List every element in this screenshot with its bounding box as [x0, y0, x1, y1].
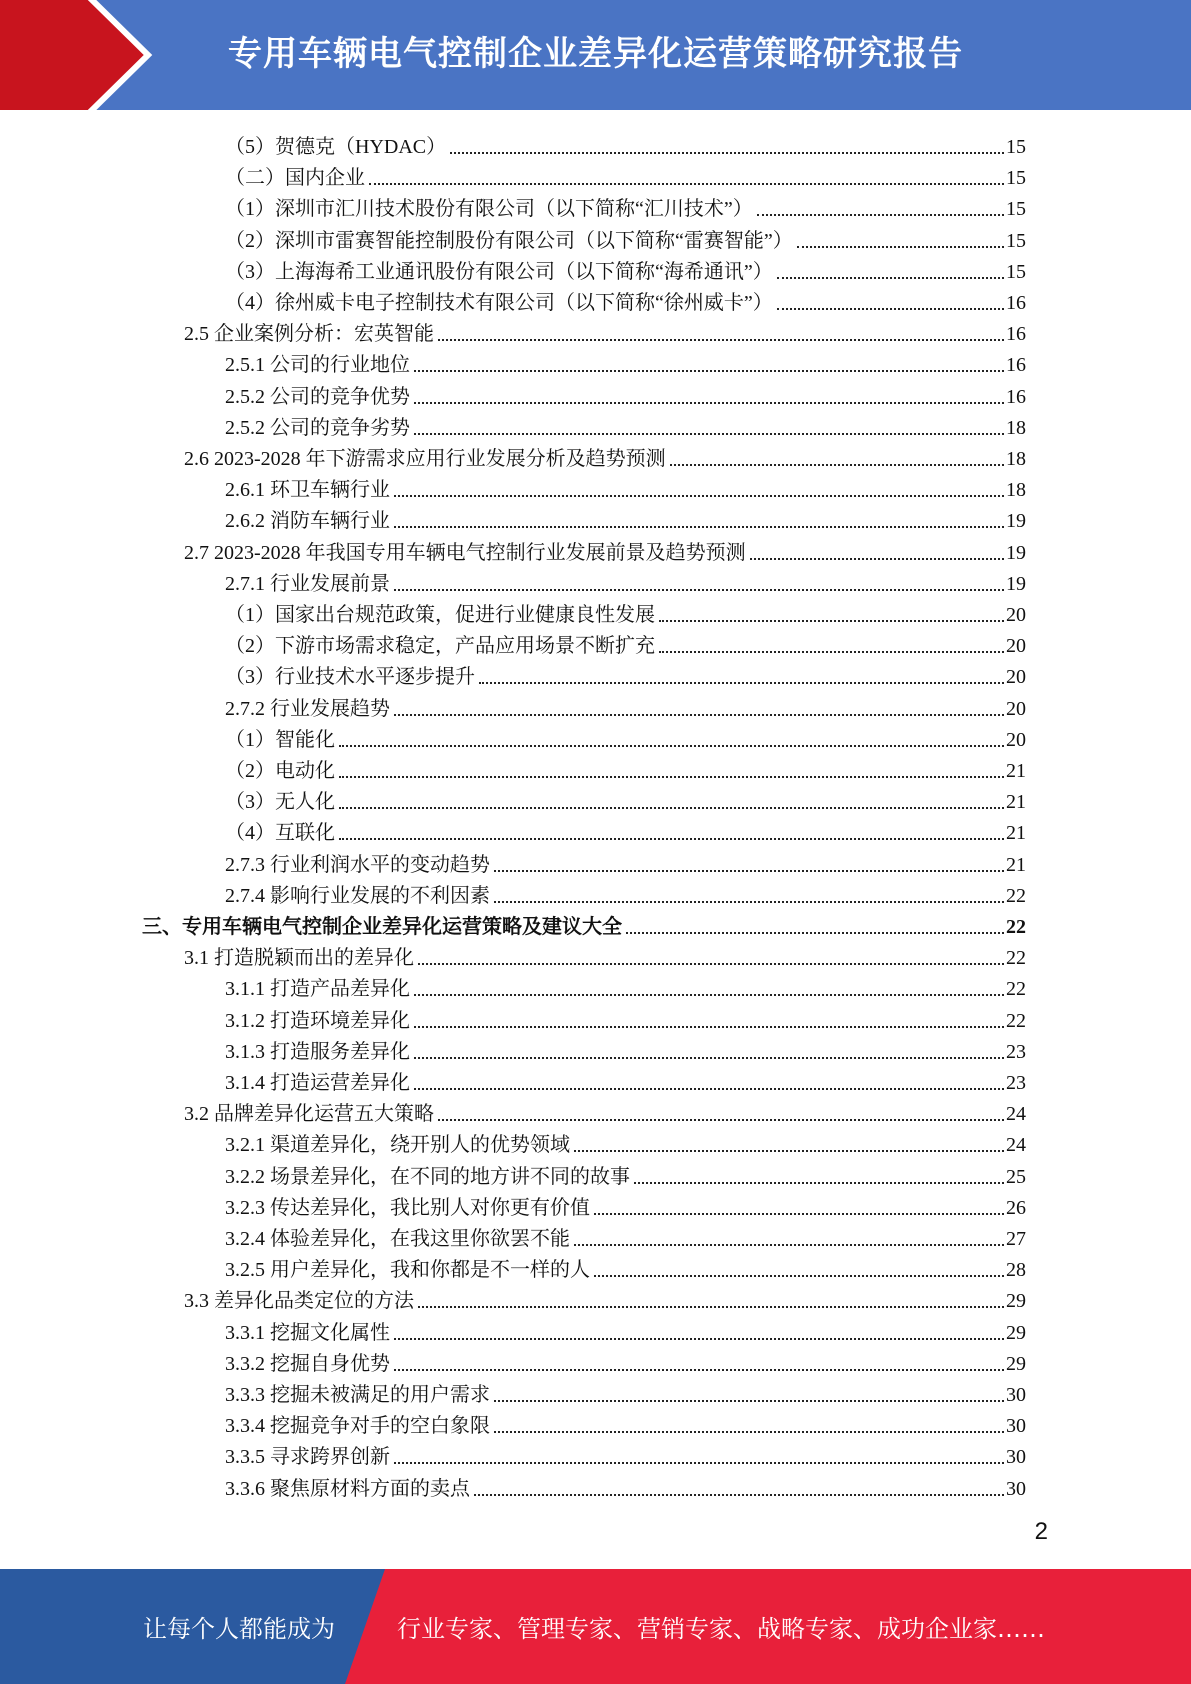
toc-entry[interactable] — [225, 222, 1026, 253]
toc-entry-title: 3.1 打造脱颖而出的差异化 — [184, 947, 414, 969]
toc-entry-title: （2）深圳市雷赛智能控制股份有限公司（以下简称“雷赛智能”） — [225, 230, 793, 252]
toc-entry-title: 3.2.4 体验差异化，在我这里你欲罢不能 — [225, 1228, 570, 1250]
toc-leader-dots — [494, 870, 1004, 872]
toc-leader-dots — [394, 589, 1004, 591]
toc-entry-page: 19 — [1006, 510, 1026, 532]
toc-leader-dots — [438, 339, 1004, 341]
toc-leader-dots — [394, 1462, 1004, 1464]
toc-entry-page: 15 — [1006, 167, 1026, 189]
toc-entry-page: 26 — [1006, 1197, 1026, 1219]
toc-entry-page: 19 — [1006, 573, 1026, 595]
toc-leader-dots — [594, 1213, 1004, 1215]
toc-entry[interactable] — [225, 1438, 1026, 1469]
toc-entry[interactable] — [225, 1251, 1026, 1282]
toc-entry[interactable] — [225, 970, 1026, 1001]
page-header — [0, 0, 1191, 110]
toc-leader-dots — [414, 402, 1004, 404]
toc-entry[interactable] — [225, 783, 1026, 814]
toc-leader-dots — [414, 994, 1004, 996]
toc-entry[interactable] — [225, 1314, 1026, 1345]
toc-entry-page: 27 — [1006, 1228, 1026, 1250]
toc-leader-dots — [750, 558, 1004, 560]
toc-entry[interactable] — [225, 1345, 1026, 1376]
toc-entry-title: 3.3.3 挖掘未被满足的用户需求 — [225, 1384, 490, 1406]
toc-entry-page: 30 — [1006, 1415, 1026, 1437]
toc-entry[interactable] — [225, 658, 1026, 689]
toc-entry-title: 2.7.1 行业发展前景 — [225, 573, 390, 595]
toc-leader-dots — [777, 277, 1004, 279]
toc-entry-title: （1）深圳市汇川技术股份有限公司（以下简称“汇川技术”） — [225, 198, 753, 220]
toc-leader-dots — [626, 932, 1004, 934]
toc-entry-title: 3.3.6 聚焦原材料方面的卖点 — [225, 1478, 470, 1500]
toc-entry-title: （3）行业技术水平逐步提升 — [225, 666, 475, 688]
toc-entry-page: 21 — [1006, 822, 1026, 844]
toc-entry[interactable] — [184, 440, 1026, 471]
toc-entry-title: （3）上海海希工业通讯股份有限公司（以下简称“海希通讯”） — [225, 261, 773, 283]
toc-entry[interactable] — [225, 1189, 1026, 1220]
toc-entry-page: 21 — [1006, 854, 1026, 876]
toc-leader-dots — [414, 433, 1004, 435]
toc-entry-page: 20 — [1006, 666, 1026, 688]
toc-entry[interactable] — [225, 284, 1026, 315]
toc-entry-title: （4）互联化 — [225, 822, 335, 844]
toc-leader-dots — [414, 1026, 1004, 1028]
toc-entry-title: 2.5.1 公司的行业地位 — [225, 354, 410, 376]
toc-leader-dots — [494, 901, 1004, 903]
toc-entry[interactable] — [225, 346, 1026, 377]
toc-entry-page: 29 — [1006, 1322, 1026, 1344]
toc-entry-title: 2.5.2 公司的竞争劣势 — [225, 417, 410, 439]
toc-entry-title: 3.3.1 挖掘文化属性 — [225, 1322, 390, 1344]
toc-leader-dots — [634, 1182, 1004, 1184]
toc-entry-title: （二）国内企业 — [225, 167, 365, 189]
toc-entry-title: 2.5.2 公司的竞争优势 — [225, 386, 410, 408]
toc-entry[interactable] — [225, 409, 1026, 440]
toc-leader-dots — [479, 682, 1004, 684]
toc-entry[interactable] — [225, 565, 1026, 596]
toc-entry-page: 25 — [1006, 1166, 1026, 1188]
toc-leader-dots — [450, 152, 1004, 154]
toc-leader-dots — [777, 308, 1004, 310]
toc-entry-page: 30 — [1006, 1478, 1026, 1500]
toc-entry[interactable] — [225, 1376, 1026, 1407]
toc-leader-dots — [339, 807, 1004, 809]
toc-entry-page: 29 — [1006, 1290, 1026, 1312]
toc-entry[interactable] — [225, 1126, 1026, 1157]
toc-entry[interactable] — [225, 596, 1026, 627]
toc-entry-page: 16 — [1006, 386, 1026, 408]
toc-entry-page: 22 — [1006, 1010, 1026, 1032]
toc-leader-dots — [418, 963, 1004, 965]
toc-entry-page: 20 — [1006, 698, 1026, 720]
toc-entry-title: 2.7.4 影响行业发展的不利因素 — [225, 885, 490, 907]
toc-entry-title: 3.3.2 挖掘自身优势 — [225, 1353, 390, 1375]
toc-entry-title: 3.1.2 打造环境差异化 — [225, 1010, 410, 1032]
toc-leader-dots — [797, 246, 1004, 248]
toc-entry-title: 3.1.4 打造运营差异化 — [225, 1072, 410, 1094]
toc-entry-title: （2）下游市场需求稳定，产品应用场景不断扩充 — [225, 635, 655, 657]
toc-entry[interactable] — [225, 190, 1026, 221]
toc-leader-dots — [394, 495, 1004, 497]
toc-entry-page: 29 — [1006, 1353, 1026, 1375]
toc-entry-title: 2.7.2 行业发展趋势 — [225, 698, 390, 720]
toc-leader-dots — [414, 1088, 1004, 1090]
toc-entry[interactable] — [142, 908, 1026, 939]
toc-entry-title: 2.6.2 消防车辆行业 — [225, 510, 390, 532]
toc-entry-page: 18 — [1006, 448, 1026, 470]
toc-entry-title: （2）电动化 — [225, 760, 335, 782]
page-footer — [0, 1569, 1191, 1684]
toc-leader-dots — [394, 1369, 1004, 1371]
toc-entry-title: （4）徐州威卡电子控制技术有限公司（以下简称“徐州威卡”） — [225, 292, 773, 314]
footer-slogan-right: 行业专家、管理专家、营销专家、战略专家、成功企业家…… — [397, 1615, 1045, 1643]
toc-leader-dots — [414, 1057, 1004, 1059]
toc-entry-title: （1）国家出台规范政策，促进行业健康良性发展 — [225, 604, 655, 626]
toc-entry-title: 3.2.5 用户差异化，我和你都是不一样的人 — [225, 1259, 590, 1281]
page-number: 2 — [1034, 1518, 1048, 1545]
toc-entry[interactable] — [225, 1033, 1026, 1064]
toc-entry-title: （5）贺德克（HYDAC） — [225, 136, 447, 158]
toc-entry[interactable] — [184, 1282, 1026, 1313]
toc-entry-page: 18 — [1006, 479, 1026, 501]
toc-leader-dots — [394, 526, 1004, 528]
toc-entry[interactable] — [225, 721, 1026, 752]
toc-entry-page: 15 — [1006, 198, 1026, 220]
toc-entry[interactable] — [225, 1407, 1026, 1438]
toc-entry-page: 15 — [1006, 261, 1026, 283]
toc-leader-dots — [414, 370, 1004, 372]
toc-entry-page: 23 — [1006, 1072, 1026, 1094]
toc-entry[interactable] — [184, 939, 1026, 970]
toc-entry[interactable] — [225, 471, 1026, 502]
toc-entry-title: 2.5 企业案例分析：宏英智能 — [184, 323, 434, 345]
toc-entry-title: 3.1.3 打造服务差异化 — [225, 1041, 410, 1063]
toc-entry[interactable] — [225, 1064, 1026, 1095]
toc-entry-page: 16 — [1006, 323, 1026, 345]
toc-entry-title: 2.7.3 行业利润水平的变动趋势 — [225, 854, 490, 876]
toc-entry[interactable] — [225, 814, 1026, 845]
toc-entry-page: 24 — [1006, 1103, 1026, 1125]
toc-entry[interactable] — [225, 128, 1026, 159]
toc-entry[interactable] — [225, 877, 1026, 908]
toc-entry-page: 30 — [1006, 1384, 1026, 1406]
toc-leader-dots — [394, 1338, 1004, 1340]
toc-entry-page: 18 — [1006, 417, 1026, 439]
toc-entry-title: 2.6 2023-2028 年下游需求应用行业发展分析及趋势预测 — [184, 448, 666, 470]
header-title: 专用车辆电气控制企业差异化运营策略研究报告 — [228, 34, 963, 74]
toc-entry-page: 21 — [1006, 760, 1026, 782]
toc-leader-dots — [494, 1400, 1004, 1402]
toc-entry-page: 22 — [1006, 916, 1026, 938]
toc-entry[interactable] — [184, 534, 1026, 565]
toc-leader-dots — [418, 1306, 1004, 1308]
toc-entry[interactable] — [184, 1095, 1026, 1126]
toc-leader-dots — [574, 1244, 1004, 1246]
toc-leader-dots — [659, 651, 1004, 653]
toc-entry[interactable] — [225, 752, 1026, 783]
toc-entry-page: 22 — [1006, 978, 1026, 1000]
toc-entry-page: 22 — [1006, 947, 1026, 969]
toc-entry-page: 23 — [1006, 1041, 1026, 1063]
toc-entry-title: 3.3.5 寻求跨界创新 — [225, 1446, 390, 1468]
toc-entry[interactable] — [184, 315, 1026, 346]
toc-entry[interactable] — [225, 690, 1026, 721]
toc-entry-title: （3）无人化 — [225, 791, 335, 813]
toc-leader-dots — [670, 464, 1004, 466]
toc-entry-page: 20 — [1006, 604, 1026, 626]
toc-entry[interactable] — [225, 846, 1026, 877]
toc-entry-page: 16 — [1006, 292, 1026, 314]
toc-entry-title: 3.3 差异化品类定位的方法 — [184, 1290, 414, 1312]
toc-entry-page: 16 — [1006, 354, 1026, 376]
toc-entry[interactable] — [225, 627, 1026, 658]
toc-entry-page: 15 — [1006, 136, 1026, 158]
toc-entry[interactable] — [225, 502, 1026, 533]
toc-leader-dots — [757, 214, 1004, 216]
toc-entry-title: 三、专用车辆电气控制企业差异化运营策略及建议大全 — [142, 916, 622, 938]
toc-entry[interactable] — [225, 1002, 1026, 1033]
toc-entry[interactable] — [225, 159, 1026, 190]
toc-entry-page: 30 — [1006, 1446, 1026, 1468]
toc-leader-dots — [659, 620, 1004, 622]
toc-entry[interactable] — [225, 378, 1026, 409]
toc-leader-dots — [438, 1119, 1004, 1121]
toc-entry[interactable] — [225, 253, 1026, 284]
toc-leader-dots — [394, 714, 1004, 716]
toc-entry-title: 3.2 品牌差异化运营五大策略 — [184, 1103, 434, 1125]
toc-leader-dots — [339, 745, 1004, 747]
toc-leader-dots — [369, 183, 1004, 185]
toc-entry-title: 3.1.1 打造产品差异化 — [225, 978, 410, 1000]
toc-entry-page: 28 — [1006, 1259, 1026, 1281]
toc-leader-dots — [574, 1150, 1004, 1152]
toc-entry-page: 20 — [1006, 635, 1026, 657]
toc-entry-page: 19 — [1006, 542, 1026, 564]
toc-entry-title: 2.7 2023-2028 年我国专用车辆电气控制行业发展前景及趋势预测 — [184, 542, 746, 564]
toc-entry-page: 21 — [1006, 791, 1026, 813]
toc-entry-title: 3.2.3 传达差异化，我比别人对你更有价值 — [225, 1197, 590, 1219]
toc-leader-dots — [594, 1275, 1004, 1277]
toc-leader-dots — [494, 1431, 1004, 1433]
toc-entry-title: 2.6.1 环卫车辆行业 — [225, 479, 390, 501]
toc-entry-title: 3.2.2 场景差异化，在不同的地方讲不同的故事 — [225, 1166, 630, 1188]
toc-entry-page: 15 — [1006, 230, 1026, 252]
toc-entry-title: （1）智能化 — [225, 729, 335, 751]
toc-entry-page: 24 — [1006, 1134, 1026, 1156]
toc-entry-page: 22 — [1006, 885, 1026, 907]
footer-slogan-left: 让每个人都能成为 — [143, 1615, 335, 1643]
toc-entry[interactable] — [225, 1470, 1026, 1501]
toc-entry[interactable] — [225, 1158, 1026, 1189]
toc-entry[interactable] — [225, 1220, 1026, 1251]
toc-leader-dots — [339, 776, 1004, 778]
toc-entry-page: 20 — [1006, 729, 1026, 751]
toc-leader-dots — [339, 838, 1004, 840]
toc-leader-dots — [474, 1494, 1004, 1496]
toc-entry-title: 3.2.1 渠道差异化，绕开别人的优势领域 — [225, 1134, 570, 1156]
toc-entry-title: 3.3.4 挖掘竞争对手的空白象限 — [225, 1415, 490, 1437]
